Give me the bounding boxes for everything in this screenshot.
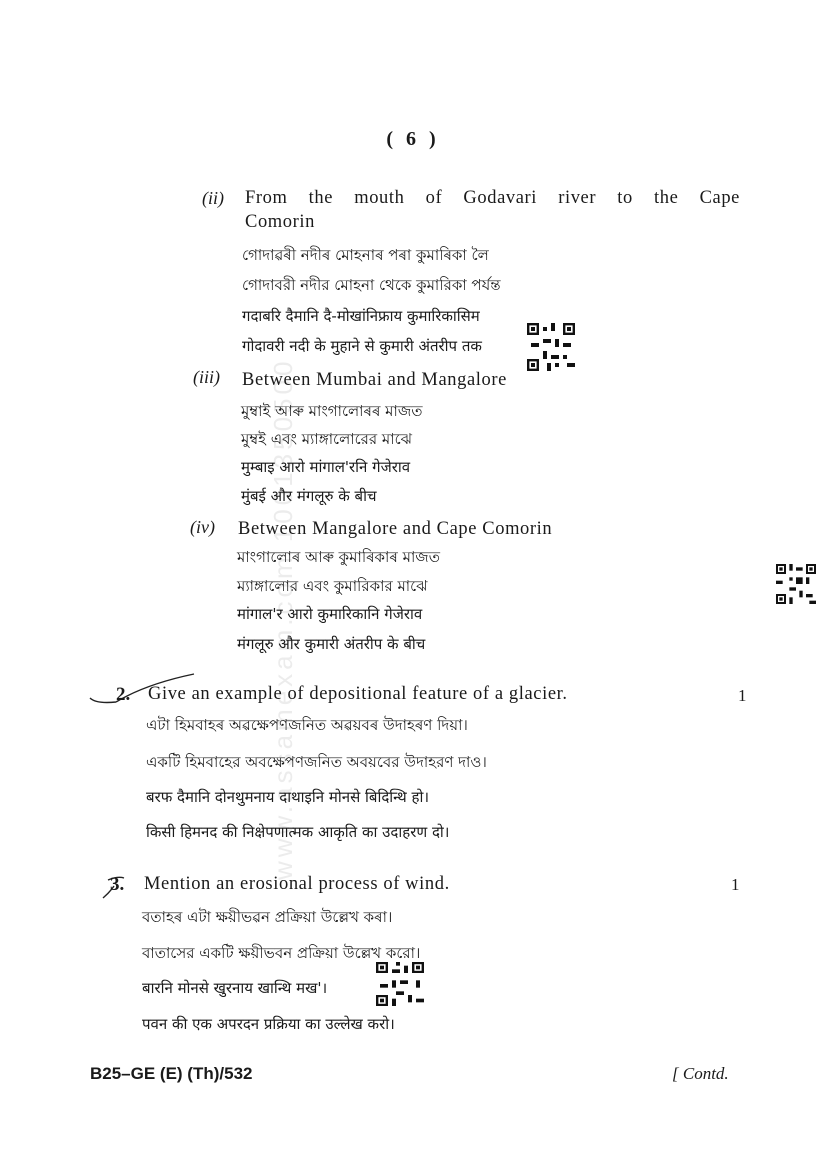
question-assamese: বতাহৰ এটা ক্ষয়ীভৱন প্ৰক্ৰিয়া উল্লেখ কৰা। [142, 908, 393, 926]
item-assamese: মুম্বাই আৰু মাংগালোৰৰ মাজত [241, 402, 423, 420]
question-assamese: এটা হিমবাহৰ অৱক্ষেপণজনিত অৱয়বৰ উদাহৰণ দিয়া। [146, 716, 468, 734]
qr-code-icon [376, 962, 424, 1006]
qr-code-icon [527, 323, 575, 371]
item-hindi: गोदावरी नदी के मुहाने से कुमारी अंतरीप तक [242, 337, 482, 355]
question-hindi: पवन की एक अपरदन प्रक्रिया का उल्लेख करो। [142, 1015, 395, 1033]
question-english: Give an example of depositional feature of a glacier. [148, 684, 568, 704]
question-number: 2. [116, 684, 131, 705]
item-assamese: গোদাৱৰী নদীৰ মোহনাৰ পৰা কুমাৰিকা লৈ [242, 246, 489, 264]
item-bodo: गदाबरि दैमानि दै-मोखांनिफ्राय कुमारिकासिम [242, 307, 480, 325]
qr-code-icon [776, 564, 816, 604]
item-bodo: मुम्बाइ आरो मांगाल'रनि गेजेराव [241, 458, 411, 476]
item-bengali: গোদাবরী নদীর মোহনা থেকে কুমারিকা পর্যন্ত [242, 276, 501, 294]
question-bengali: একটি হিমবাহের অবক্ষেপণজনিত অবয়বের উদাহরণ দাও। [146, 753, 487, 771]
item-assamese: মাংগালোৰ আৰু কুমাৰিকাৰ মাজত [237, 548, 440, 566]
continued-note: [ Contd. [672, 1064, 729, 1083]
item-bengali: মুম্বই এবং ম্যাঙ্গালোরের মাঝে [241, 430, 412, 448]
item-english: Between Mangalore and Cape Comorin [238, 519, 553, 539]
question-marks: 1 [738, 686, 747, 705]
item-label: (iii) [193, 367, 220, 387]
item-label: (ii) [202, 188, 224, 208]
question-bengali: বাতাসের একটি ক্ষয়ীভবন প্রক্রিয়া উল্লেখ করো। [142, 944, 421, 962]
paper-code: B25–GE (E) (Th)/532 [90, 1064, 253, 1083]
question-bodo: बरफ दैमानि दोनथुमनाय दाथाइनि मोनसे बिदिन्थि हो। [146, 788, 430, 806]
question-english: Mention an erosional process of wind. [144, 874, 450, 894]
item-hindi: मंगलूरु और कुमारी अंतरीप के बीच [237, 635, 426, 653]
watermark: www.assamexam.com 1001350500 [268, 357, 298, 880]
question-bodo: बारनि मोनसे खुरनाय खान्थि मख'। [142, 979, 328, 997]
item-english: From the mouth of Godavari river to the Cape [245, 188, 740, 208]
question-number: 3. [110, 874, 125, 895]
item-english: Between Mumbai and Mangalore [242, 370, 507, 390]
item-bengali: ম্যাঙ্গালোর এবং কুমারিকার মাঝে [237, 577, 428, 595]
item-bodo: मांगाल'र आरो कुमारिकानि गेजेराव [237, 605, 423, 623]
item-hindi: मुंबई और मंगलूरु के बीच [241, 487, 377, 505]
question-marks: 1 [731, 875, 740, 894]
item-english-continued: Comorin [245, 212, 315, 232]
item-label: (iv) [190, 517, 215, 537]
question-hindi: किसी हिमनद की निक्षेपणात्मक आकृति का उदाहरण दो। [146, 823, 450, 841]
page-number: ( 6 ) [386, 128, 440, 150]
